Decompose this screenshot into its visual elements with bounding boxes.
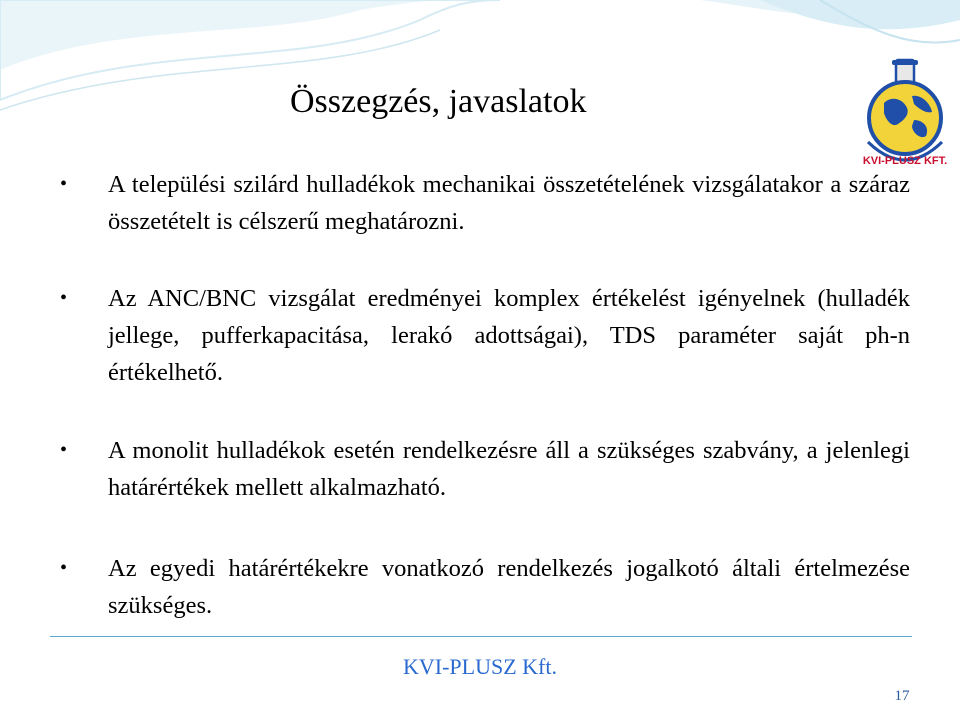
footer-company: KVI-PLUSZ Kft. <box>403 654 557 679</box>
bullet-item <box>60 432 910 506</box>
bullet-icon: • <box>60 287 68 309</box>
bullet-text: A monolit hulladékok esetén rendelkezésre áll a szükséges szabvány, a jelenlegi határértékek mellett alkalmazható. <box>108 437 910 501</box>
bullet-icon: • <box>60 557 68 579</box>
bullet-item <box>60 550 910 624</box>
slide-title: Összegzés, javaslatok <box>290 83 587 120</box>
footer-divider <box>50 636 912 637</box>
page-number: 17 <box>894 688 910 704</box>
bullet-text: Az egyedi határértékekre vonatkozó rendelkezés jogalkotó általi értelmezése szükséges. <box>108 555 910 619</box>
bullet-item <box>60 280 910 391</box>
bullet-item <box>60 166 910 240</box>
flask-globe-logo <box>856 58 954 170</box>
svg-text:KVI-PLUSZ KFT.: KVI-PLUSZ KFT. <box>862 155 948 167</box>
bullet-icon: • <box>60 173 68 195</box>
bullet-text: A települési szilárd hulladékok mechanikai összetételének vizsgálatakor a száraz összetételt is célszerű meghatározni. <box>108 171 910 235</box>
bullet-text: Az ANC/BNC vizsgálat eredményei komplex értékelést igényelnek (hulladék jellege, pufferkapacitása, lerakó adottságai), TDS paraméter saját ph-n értékelhető. <box>108 285 910 386</box>
bullet-icon: • <box>60 439 68 461</box>
